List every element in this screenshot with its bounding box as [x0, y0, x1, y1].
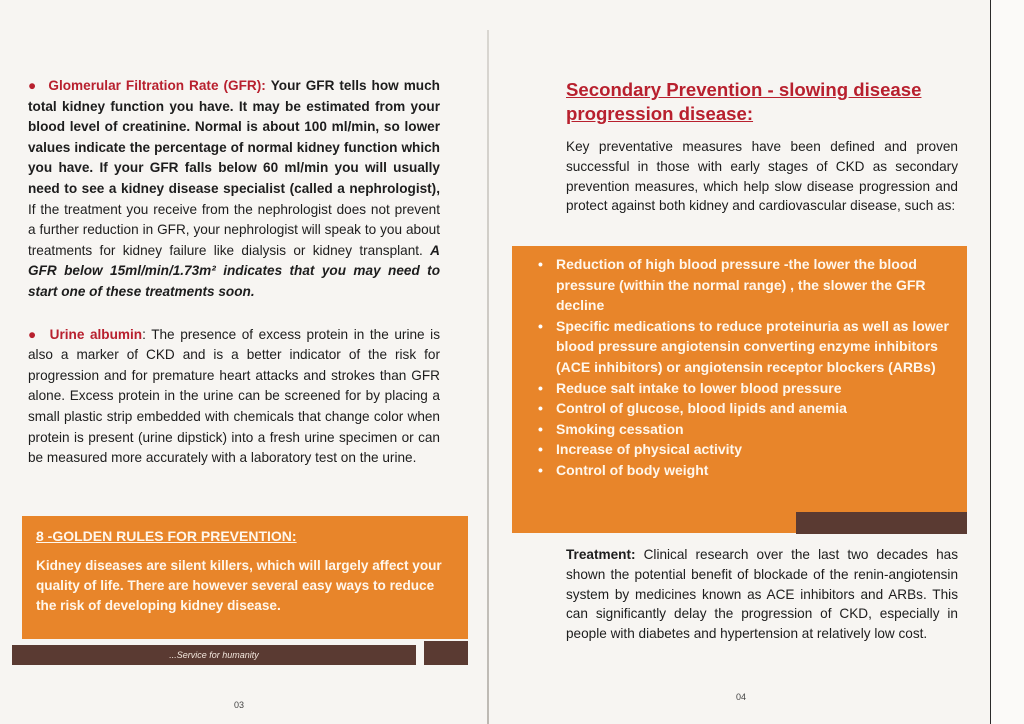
- left-page-content: [28, 76, 440, 469]
- measure-item: • Increase of physical activity: [556, 439, 949, 460]
- section-title: Secondary Prevention - slowing disease progression disease:: [566, 79, 922, 124]
- measure-item: • Smoking cessation: [556, 419, 949, 440]
- golden-rules-box: [22, 516, 468, 639]
- measures-box: [512, 246, 967, 533]
- page-fold: [487, 30, 489, 724]
- measures-list: [556, 254, 949, 481]
- golden-rules-text: Kidney diseases are silent killers, which will largely affect your quality of life. There are however several easy ways to reduce the risk of developing kidney disease.: [36, 558, 442, 613]
- measure-item: • Specific medications to reduce proteinuria as well as lower blood pressure angiotensin converting enzyme inhibitors (ACE inhibitors) or angiotensin receptor blockers (ARBs): [556, 316, 949, 378]
- page-number-left: 03: [234, 700, 245, 710]
- page-number-right: 04: [736, 692, 747, 702]
- measure-item: • Reduce salt intake to lower blood pressure: [556, 378, 949, 399]
- albumin-term: Urine albumin: [49, 326, 143, 342]
- gfr-bold-text: Your GFR tells how much total kidney function you have. It may be estimated from your blood level of creatinine. Normal is about 100 ml/min, so lower values indicate the percentage of normal kidney function which you have. If your GFR falls below 60 ml/min you will usually need to see a kidney disease specialist (called a nephrologist),: [28, 78, 440, 196]
- page-edge: [990, 0, 1024, 724]
- gfr-plain-text: If the treatment you receive from the nephrologist does not prevent a further reduction in GFR, your nephrologist will speak to you about treatments for kidney failure like dialysis or kidney transplant.: [28, 201, 440, 258]
- intro-paragraph: Key preventative measures have been defined and proven successful in those with early stages of CKD as secondary prevention measures, which help slow disease progression and protect against both kidney and cardiovascular disease, such as:: [566, 139, 958, 214]
- treatment-label: Treatment:: [566, 547, 636, 562]
- measure-item: • Reduction of high blood pressure -the lower the blood pressure (within the normal range) , the slower the GFR decline: [556, 254, 949, 316]
- gfr-term: Glomerular Filtration Rate (GFR):: [48, 78, 266, 93]
- measures-dark-block: [796, 512, 967, 534]
- bullet-icon: ●: [28, 78, 38, 93]
- measure-item: • Control of body weight: [556, 460, 949, 481]
- footer-tagline: ...Service for humanity: [169, 650, 259, 660]
- albumin-text: : The presence of excess protein in the urine is also a marker of CKD and is a better indicator of the risk for progression and for premature heart attacks and strokes than GFR alone. Excess protein in the urine can be screened for by placing a small plastic strip embedded with chemicals that change color when protein is present (urine dipstick) into a fresh urine specimen or can be measured more accurately with a laboratory test on the urine.: [28, 326, 440, 466]
- albumin-paragraph: [28, 325, 440, 469]
- bullet-icon: ●: [28, 326, 39, 342]
- footer-block: [424, 641, 468, 665]
- treatment-paragraph: [566, 545, 958, 644]
- gfr-emphasis: A GFR below 15ml/min/1.73m² indicates that you may need to start one of these treatments soon.: [28, 242, 440, 299]
- golden-rules-title: 8 -GOLDEN RULES FOR PREVENTION:: [36, 528, 297, 544]
- measure-item: • Control of glucose, blood lipids and anemia: [556, 398, 949, 419]
- treatment-text: Clinical research over the last two decades has shown the potential benefit of blockade of the renin-angiotensin system by medicines known as ACE inhibitors and ARBs. This can significantly delay the progression of CKD, especially in people with diabetes and hypertension at relatively low cost.: [566, 547, 958, 642]
- gfr-paragraph: [28, 76, 440, 303]
